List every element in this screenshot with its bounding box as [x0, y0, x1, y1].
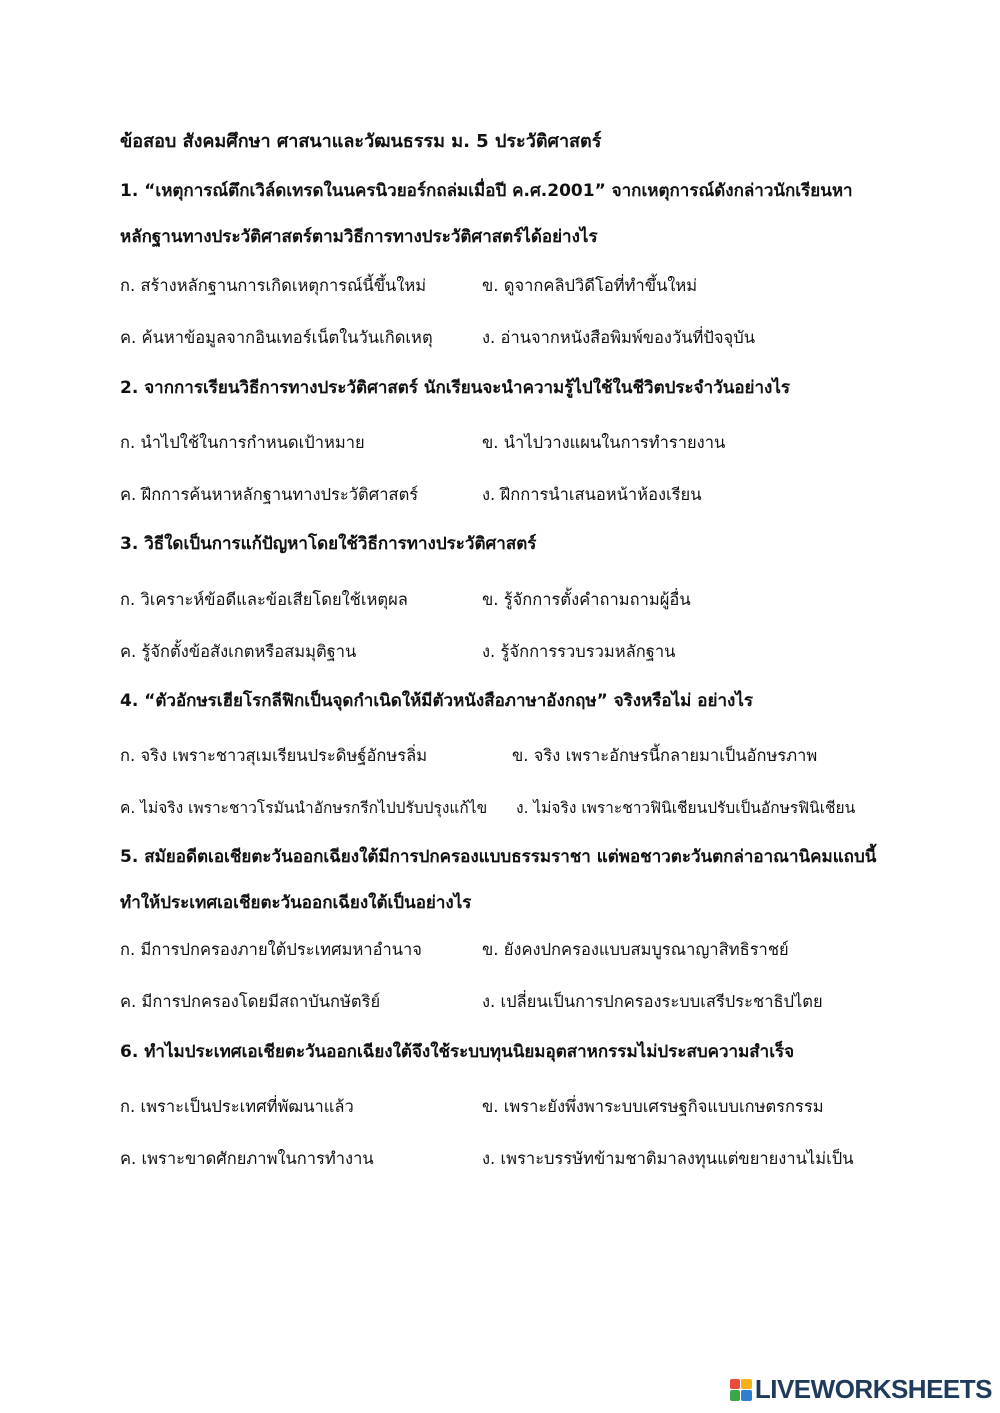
- choice-6-d[interactable]: ง. เพราะบรรษัทข้ามชาติมาลงทุนแต่ขยายงานไม่เป็น: [482, 1149, 854, 1168]
- choice-4-c[interactable]: ค. ไม่จริง เพราะชาวโรมันนำอักษรกรีกไปปรับปรุงแก้ไข: [120, 799, 488, 817]
- question-3: [120, 521, 910, 567]
- choice-3-d[interactable]: ง. รู้จักการรวบรวมหลักฐาน: [482, 642, 676, 661]
- choice-4-d[interactable]: ง. ไม่จริง เพราะชาวฟินิเชียนปรับเป็นอักษรฟินิเชียน: [516, 799, 856, 817]
- page-title: ข้อสอบ สังคมศึกษา ศาสนาและวัฒนธรรม ม. 5 ประวัติศาสตร์: [120, 131, 602, 152]
- question-text: 6. ทำไมประเทศเอเชียตะวันออกเฉียงใต้จึงใช้ระบบทุนนิยมอุตสาหกรรมไม่ประสบความสำเร็จ: [120, 1042, 795, 1062]
- choice-5-d[interactable]: ง. เปลี่ยนเป็นการปกครองระบบเสรีประชาธิปไตย: [482, 992, 823, 1011]
- logo-square-yellow: [741, 1379, 752, 1390]
- choice-3-a[interactable]: ก. วิเคราะห์ข้อดีและข้อเสียโดยใช้เหตุผล: [120, 590, 408, 609]
- choice-5-b[interactable]: ข. ยังคงปกครองแบบสมบูรณาญาสิทธิราชย์: [482, 940, 789, 959]
- choice-1-c[interactable]: ค. ค้นหาข้อมูลจากอินเทอร์เน็ตในวันเกิดเหตุ: [120, 328, 433, 347]
- question-5: [120, 834, 910, 926]
- question-6: [120, 1029, 910, 1075]
- choice-2-b[interactable]: ข. นำไปวางแผนในการทำรายงาน: [482, 433, 726, 452]
- question-text: 3. วิธีใดเป็นการแก้ปัญหาโดยใช้วิธีการทางประวัติศาสตร์: [120, 534, 537, 554]
- choice-2-d[interactable]: ง. ฝึกการนำเสนอหน้าห้องเรียน: [482, 485, 702, 504]
- question-text: 4. “ตัวอักษรเฮียโรกลีฟิกเป็นจุดกำเนิดให้มีตัวหนังสือภาษาอังกฤษ” จริงหรือไม่ อย่างไร: [120, 691, 754, 711]
- choice-2-c[interactable]: ค. ฝึกการค้นหาหลักฐานทางประวัติศาสตร์: [120, 485, 419, 504]
- question-4: [120, 678, 910, 724]
- choice-3-b[interactable]: ข. รู้จักการตั้งคำถามถามผู้อื่น: [482, 590, 691, 609]
- choice-6-a[interactable]: ก. เพราะเป็นประเทศที่พัฒนาแล้ว: [120, 1097, 354, 1116]
- choice-1-b[interactable]: ข. ดูจากคลิปวิดีโอที่ทำขึ้นใหม่: [482, 276, 698, 295]
- choice-5-c[interactable]: ค. มีการปกครองโดยมีสถาบันกษัตริย์: [120, 992, 381, 1011]
- question-text: 2. จากการเรียนวิธีการทางประวัติศาสตร์ นักเรียนจะนำความรู้ไปใช้ในชีวิตประจำวันอย่างไร: [120, 378, 791, 398]
- choice-1-a[interactable]: ก. สร้างหลักฐานการเกิดเหตุการณ์นี้ขึ้นใหม่: [120, 276, 427, 295]
- choice-2-a[interactable]: ก. นำไปใช้ในการกำหนดเป้าหมาย: [120, 433, 365, 452]
- choice-3-c[interactable]: ค. รู้จักตั้งข้อสังเกตหรือสมมุติฐาน: [120, 642, 357, 661]
- choice-4-b[interactable]: ข. จริง เพราะอักษรนี้กลายมาเป็นอักษรภาพ: [512, 746, 818, 765]
- logo-square-blue: [741, 1390, 752, 1401]
- choice-1-d[interactable]: ง. อ่านจากหนังสือพิมพ์ของวันที่ปัจจุบัน: [482, 328, 755, 347]
- liveworksheets-logo[interactable]: [730, 1374, 992, 1405]
- question-text: 5. สมัยอดีตเอเชียตะวันออกเฉียงใต้มีการปกครองแบบธรรมราชา แต่พอชาวตะวันตกล่าอาณานิคมแถบนี้: [120, 847, 877, 867]
- choice-5-a[interactable]: ก. มีการปกครองภายใต้ประเทศมหาอำนาจ: [120, 940, 422, 959]
- question-2: [120, 365, 910, 411]
- logo-square-red: [730, 1379, 741, 1390]
- question-text: ทำให้ประเทศเอเชียตะวันออกเฉียงใต้เป็นอย่างไร: [120, 893, 472, 913]
- choice-6-c[interactable]: ค. เพราะขาดศักยภาพในการทำงาน: [120, 1149, 374, 1168]
- liveworksheets-logo-icon: [730, 1379, 752, 1401]
- choice-4-a[interactable]: ก. จริง เพราะชาวสุเมเรียนประดิษฐ์อักษรลิ่ม: [120, 746, 428, 765]
- question-text: 1. “เหตุการณ์ตึกเวิล์ดเทรดในนครนิวยอร์กถล่มเมื่อปี ค.ศ.2001” จากเหตุการณ์ดังกล่าวนักเรียนหา: [120, 181, 853, 201]
- logo-square-green: [730, 1390, 741, 1401]
- logo-text: LIVEWORKSHEETS: [754, 1374, 992, 1404]
- choice-6-b[interactable]: ข. เพราะยังพึ่งพาระบบเศรษฐกิจแบบเกษตรกรรม: [482, 1097, 824, 1116]
- question-text: หลักฐานทางประวัติศาสตร์ตามวิธีการทางประวัติศาสตร์ได้อย่างไร: [120, 227, 598, 247]
- question-1: [120, 168, 910, 260]
